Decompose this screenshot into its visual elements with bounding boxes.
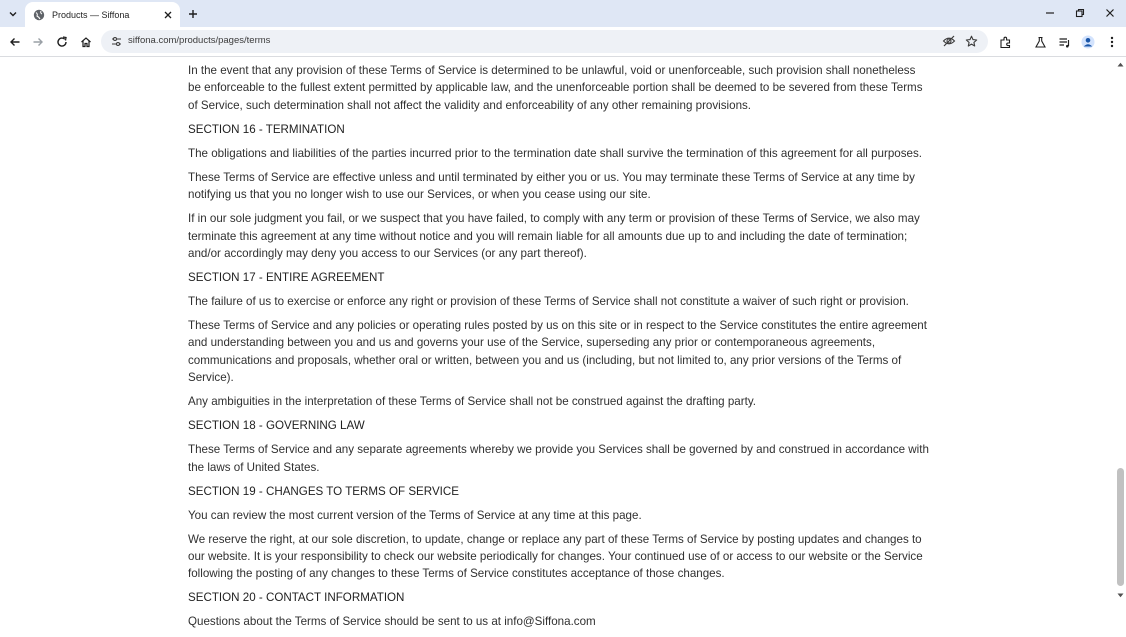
home-icon[interactable] [77,33,95,51]
restore-icon[interactable] [1070,4,1090,22]
back-arrow-icon[interactable] [6,33,24,51]
url-text: siffona.com/products/pages/terms [128,35,271,46]
profile-icon[interactable] [1079,33,1097,51]
paragraph: We reserve the right, at our sole discretion, to update, change or replace any part of these Terms of Service by posting updates and changes to our website. It is your responsibility to check our website periodically for changes. Your continued use of or access to our website or the Service following the posting of any changes to these Terms of Service constitutes acceptance of those changes. [188,532,923,581]
forward-arrow-icon[interactable] [29,33,47,51]
page-viewport [0,58,1115,629]
scroll-down-arrow-icon[interactable] [1115,590,1126,601]
paragraph: The failure of us to exercise or enforce any right or provision of these Terms of Service shall not constitute a waiver of such right or provision. [188,295,909,309]
tab-active[interactable] [25,2,180,27]
paragraph: These Terms of Service are effective unless and until terminated by either you or us. You may terminate these Terms of Service at any time by notifying us that you no longer wish to use our Services, or when you cease using our site. [188,170,915,202]
paragraph: You can review the most current version of the Terms of Service at any time at this page. [188,508,642,522]
section-heading: SECTION 20 - CONTACT INFORMATION [188,591,405,605]
paragraph: These Terms of Service and any separate agreements whereby we provide you Services shall be governed by and construed in accordance with the laws of United States. [188,443,929,474]
scroll-thumb[interactable] [1117,468,1124,586]
tune-icon[interactable] [109,34,123,48]
close-icon[interactable] [160,7,176,23]
star-icon[interactable] [963,33,979,49]
close-window-icon[interactable] [1100,4,1120,22]
flask-icon[interactable] [1031,33,1049,51]
minimize-icon[interactable] [1040,4,1060,22]
plus-icon[interactable] [184,5,202,23]
tab-title: Products — Siffona [52,9,130,20]
section-heading: SECTION 18 - GOVERNING LAW [188,419,365,433]
paragraph: These Terms of Service and any policies or operating rules posted by us on this site or in respect to the Service constitutes the entire agreement and understanding between you and us and governs your use of the Service, superseding any prior or contemporaneous agreements, communications and proposals, whether oral or written, between you and us (including, but not limited to, any prior versions of the Terms of Service). [188,319,927,385]
chevron-down-icon[interactable] [4,5,22,23]
paragraph: Any ambiguities in the interpretation of these Terms of Service shall not be construed against the drafting party. [188,395,756,409]
paragraph: In the event that any provision of these Terms of Service is determined to be unlawful, void or unenforceable, such provision shall nonetheless be enforceable to the fullest extent permitted by applicable law, and the unenforceable portion shall be deemed to be severed from these Terms of Service, such determination shall not affect the validity and enforceability of any other remaining provisions. [188,64,923,112]
eye-off-icon[interactable] [941,33,957,49]
tab-strip [0,0,1126,27]
address-bar[interactable] [101,30,988,53]
paragraph: If in our sole judgment you fail, or we suspect that you have failed, to comply with any term or provision of these Terms of Service, we also may terminate this agreement at any time without notice and you will remain liable for all amounts due up to and including the date of termination; and/or accordingly may deny you access to our Services (or any part thereof). [188,212,920,261]
globe-icon [33,9,45,21]
kebab-menu-icon[interactable] [1103,33,1121,51]
section-heading: SECTION 19 - CHANGES TO TERMS OF SERVICE [188,484,460,498]
page-scrollbar[interactable] [1115,58,1126,602]
section-heading: SECTION 16 - TERMINATION [188,122,345,136]
media-queue-icon[interactable] [1055,33,1073,51]
puzzle-icon[interactable] [996,33,1014,51]
paragraph: Questions about the Terms of Service should be sent to us at info@Siffona.com [188,615,596,629]
reload-icon[interactable] [53,33,71,51]
section-heading: SECTION 17 - ENTIRE AGREEMENT [188,271,385,285]
terms-content [188,62,930,637]
scroll-up-arrow-icon[interactable] [1115,59,1126,70]
browser-toolbar [0,27,1126,57]
paragraph: The obligations and liabilities of the parties incurred prior to the termination date shall survive the termination of this agreement for all purposes. [188,146,923,160]
